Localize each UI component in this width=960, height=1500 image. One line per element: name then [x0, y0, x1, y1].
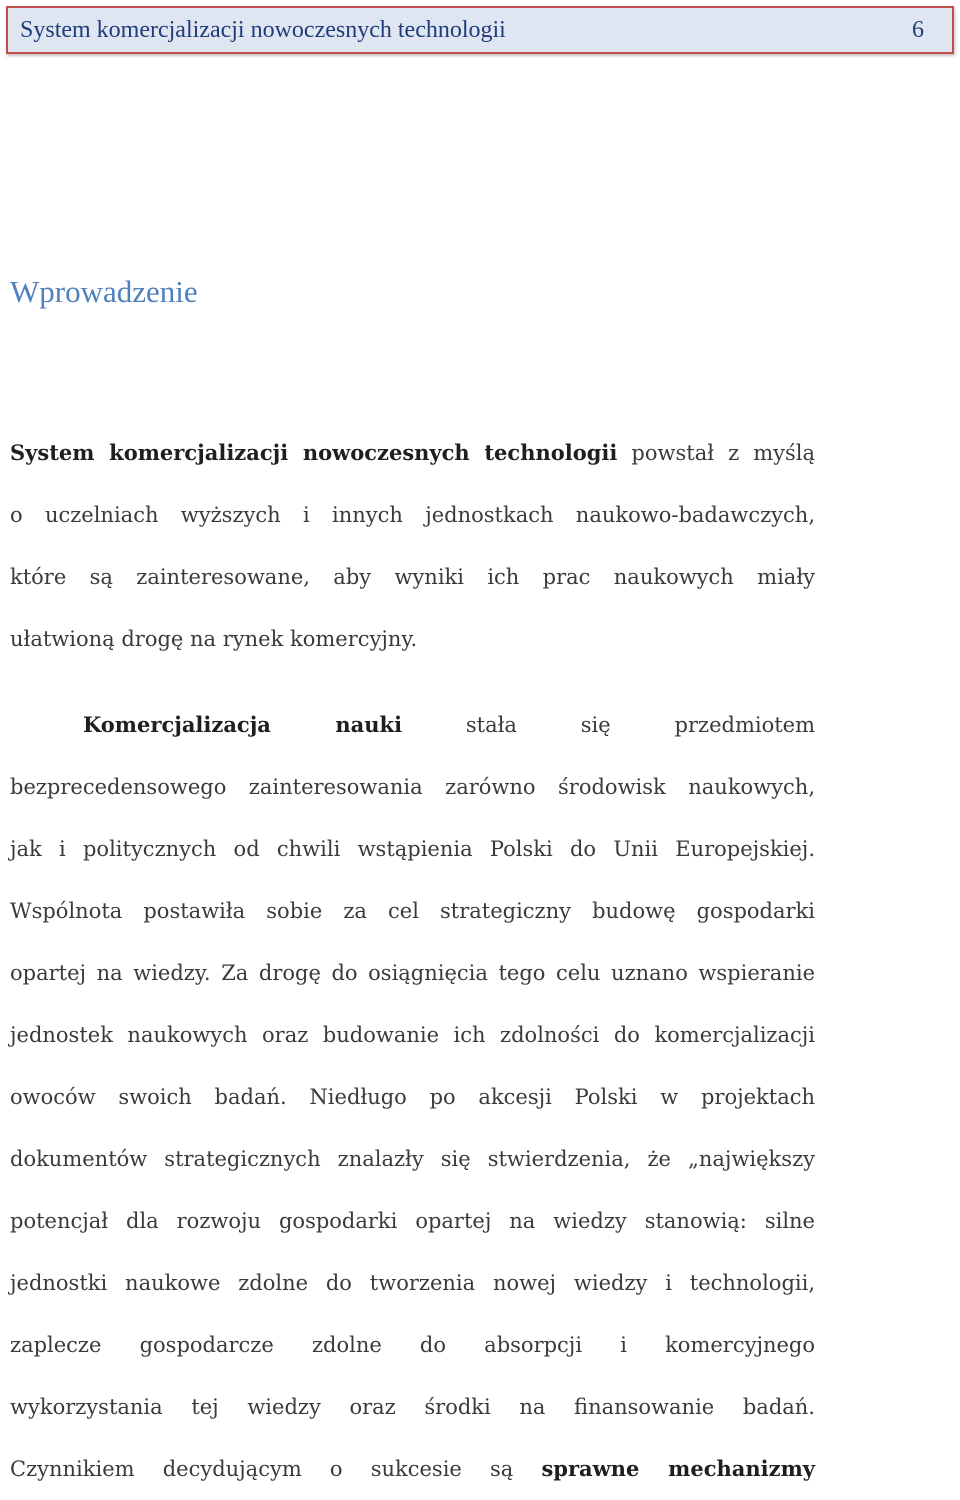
- line-text: Czynnikiem decydującym o sukcesie są: [10, 1457, 542, 1481]
- paragraph-line: [10, 694, 815, 756]
- paragraph-line: zaplecze gospodarcze zdolne do absorpcji i komercyjnego: [10, 1333, 815, 1357]
- paragraph-line: opartej na wiedzy. Za drogę do osiągnięcia tego celu uznano wspieranie: [10, 961, 815, 985]
- paragraph-line: bezprecedensowego zainteresowania zarówno środowisk naukowych,: [10, 775, 815, 799]
- paragraph-2: [10, 694, 815, 1500]
- paragraph-line: owoców swoich badań. Niedługo po akcesji Polski w projektach: [10, 1085, 815, 1109]
- paragraph-line: jednostki naukowe zdolne do tworzenia nowej wiedzy i technologii,: [10, 1271, 815, 1295]
- paragraph-line: wykorzystania tej wiedzy oraz środki na finansowanie badań.: [10, 1395, 815, 1419]
- paragraph-line: o uczelniach wyższych i innych jednostkach naukowo-badawczych,: [10, 503, 815, 527]
- paragraph-line: jak i politycznych od chwili wstąpienia Polski do Unii Europejskiej.: [10, 837, 815, 861]
- page-header: [6, 6, 954, 54]
- paragraph-line: dokumentów strategicznych znalazły się stwierdzenia, że „największy: [10, 1147, 815, 1171]
- paragraph-line: które są zainteresowane, aby wyniki ich prac naukowych miały: [10, 565, 815, 589]
- bold-term: sprawne mechanizmy: [541, 1456, 816, 1481]
- paragraph-1: [10, 422, 815, 670]
- section-heading: Wprowadzenie: [10, 274, 198, 309]
- paragraph-line: jednostek naukowych oraz budowanie ich zdolności do komercjalizacji: [10, 1023, 815, 1047]
- header-title: System komercjalizacji nowoczesnych technologii: [20, 16, 506, 43]
- paragraph-line: [10, 1438, 815, 1500]
- paragraph-line: [10, 422, 815, 484]
- line-text: powstał z myślą: [617, 441, 815, 465]
- bold-term: System komercjalizacji nowoczesnych technologii: [10, 440, 618, 465]
- page-number: 6: [912, 16, 924, 43]
- paragraph-line: ułatwioną drogę na rynek komercyjny.: [10, 627, 418, 651]
- line-text: stała się przedmiotem: [402, 713, 815, 737]
- paragraph-line: potencjał dla rozwoju gospodarki opartej na wiedzy stanowią: silne: [10, 1209, 815, 1233]
- paragraph-line: Wspólnota postawiła sobie za cel strategiczny budowę gospodarki: [10, 899, 815, 923]
- bold-term: Komercjalizacja nauki: [83, 712, 403, 737]
